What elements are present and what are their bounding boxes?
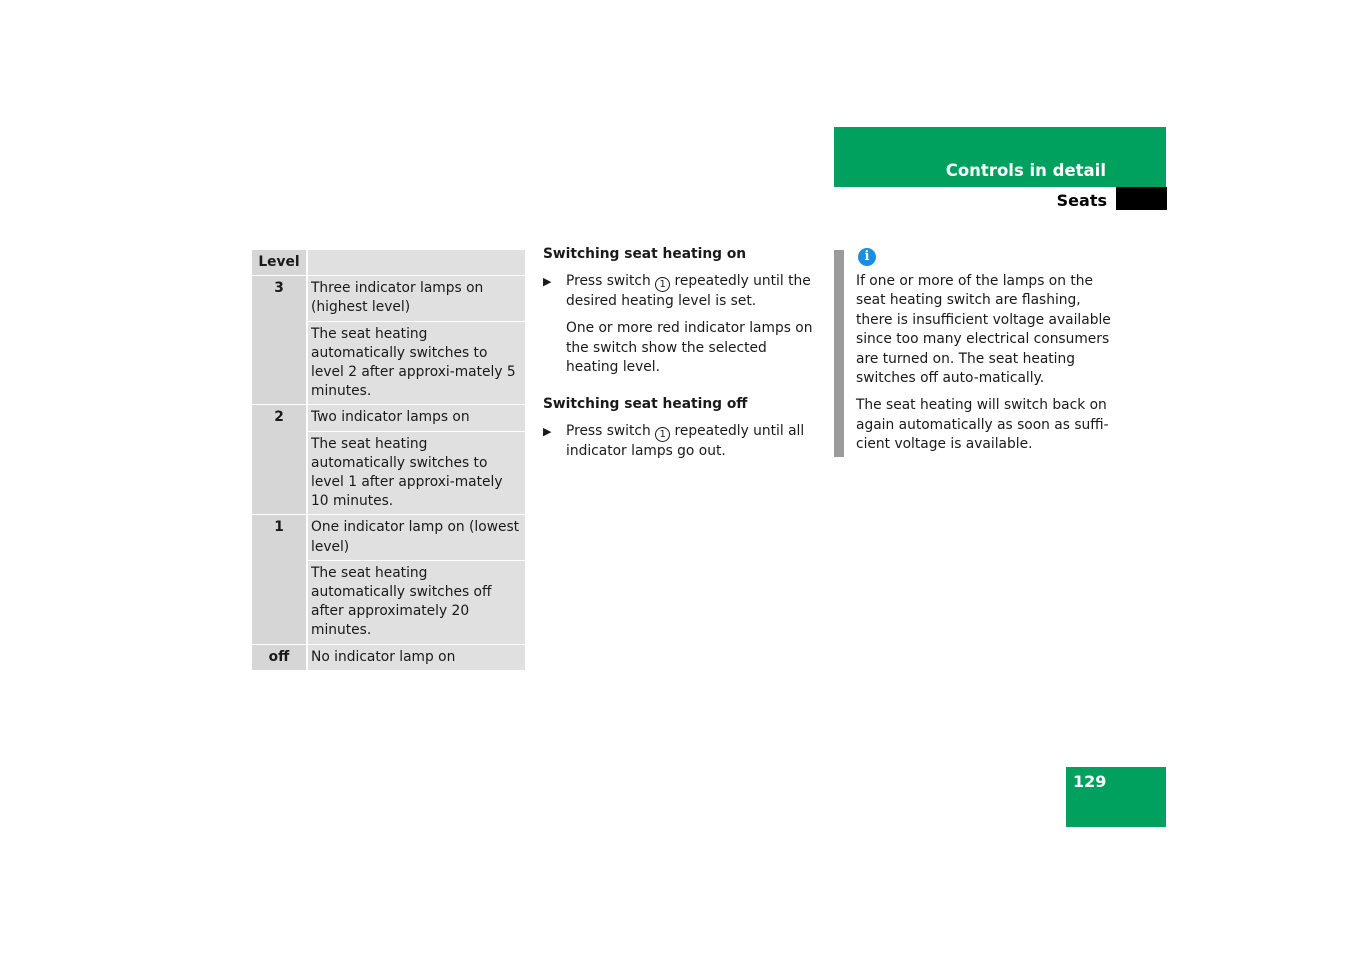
table-row	[252, 405, 525, 431]
table-row	[252, 644, 525, 670]
description-cell: One indicator lamp on (lowest level)	[307, 515, 525, 560]
level-column-header: Level	[252, 250, 307, 276]
switching-off-heading: Switching seat heating off	[543, 396, 748, 413]
info-paragraph: If one or more of the lamps on the seat heating switch are flashing, there is insufficient voltage available since too many electrical consumers are turned on. The seat heating switches off auto-matically.	[856, 273, 1111, 387]
level-cell: 2	[252, 405, 307, 515]
switching-on-step	[543, 272, 823, 311]
description-column-header	[307, 250, 525, 276]
table-row	[252, 276, 525, 321]
description-cell: Three indicator lamps on (highest level)	[307, 276, 525, 321]
step-text-pre: Press switch	[566, 273, 651, 290]
chapter-header	[834, 127, 1166, 187]
page-number-block	[1066, 767, 1166, 827]
info-note	[856, 272, 1116, 463]
bullet-arrow-icon: ▶	[543, 425, 552, 439]
section-title: Seats	[1056, 191, 1107, 210]
step-text-post: repeatedly until all indicator lamps go out.	[566, 423, 805, 460]
description-cell: Two indicator lamps on	[307, 405, 525, 431]
bullet-arrow-icon: ▶	[543, 275, 552, 289]
switching-off-step	[543, 422, 823, 461]
switching-on-note: One or more red indicator lamps on the switch show the selected heating level.	[566, 320, 813, 375]
page-number: 129	[1073, 772, 1107, 791]
step-text-pre: Press switch	[566, 423, 651, 440]
table-row	[252, 515, 525, 560]
table-header-row	[252, 250, 525, 276]
info-paragraph: The seat heating will switch back on again automatically as soon as suffi-cient voltage is available.	[856, 397, 1109, 453]
level-cell: off	[252, 644, 307, 670]
description-cell: No indicator lamp on	[307, 644, 525, 670]
level-cell: 3	[252, 276, 307, 405]
instructions-column	[543, 245, 823, 469]
level-cell: 1	[252, 515, 307, 644]
info-sidebar-bar	[834, 250, 844, 457]
heating-level-table	[252, 250, 525, 671]
section-marker	[1116, 187, 1167, 210]
description-cell: The seat heating automatically switches to level 2 after approxi-mately 5 minutes.	[307, 321, 525, 405]
switch-number-badge: 1	[655, 277, 670, 292]
description-cell: The seat heating automatically switches to level 1 after approxi-mately 10 minutes.	[307, 431, 525, 515]
switch-number-badge: 1	[655, 427, 670, 442]
step-text-post: repeatedly until the desired heating level is set.	[566, 273, 811, 310]
switching-on-heading: Switching seat heating on	[543, 246, 747, 262]
info-icon: i	[858, 248, 876, 266]
description-cell: The seat heating automatically switches off after approximately 20 minutes.	[307, 560, 525, 644]
chapter-title: Controls in detail	[945, 161, 1106, 180]
